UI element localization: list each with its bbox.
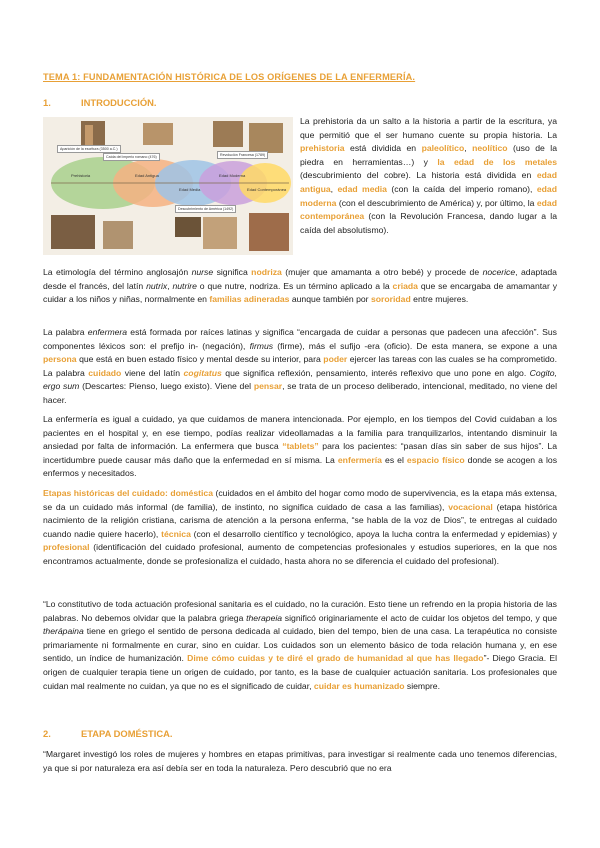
paragraph-enfermeria-cuidado: La enfermería es igual a cuidado, ya que cuidamos de manera intencionada. Por ejemplo, en los tiempos del Covid cuidaban a los pacientes en el hospital y, en ese tiempo, podías realizar videollamadas a la familia para tranquilizarlos, intentando disminuir la ansiedad por falta de información. La enfermera que busca “tablets” para los pacientes: “pasan días sin saber de sus hijos”. La incertidumbre puede causar más daño que la enfermedad en sí misma. La enfermería es el espacio físico donde se acogen a los enfermos y necesitados. bbox=[43, 414, 558, 479]
era-label: Edad Antigua bbox=[135, 173, 159, 178]
section-heading-etapa-domestica bbox=[43, 728, 173, 739]
timeline-box: Caída del imperio romano (476) bbox=[103, 153, 160, 161]
era-label: Edad Contemporánea bbox=[247, 187, 287, 192]
section-heading-introduccion bbox=[43, 97, 157, 108]
section-number: 1. bbox=[43, 97, 51, 108]
paragraph-etapas-historicas: Etapas históricas del cuidado: doméstica (cuidados en el ámbito del hogar como modo de supervivencia, es la etapa más extensa, se da un cuidado más informal (de familia), de instinto, no significa cuidado de casa a las familias), vocacional (etapa histórica nacimiento de la religión cristiana, carisma de atención a la persona enferma, “se habla de la voz de Dios”, te entregas al cuidado cuando nadie quiere hacerlo), técnica (con el desarrollo científico y tecnológico, apoya la lucha contra la enfermedad y epidemias) y profesional (identificación del cuidado profesional, aumento de competencias profesionales y estudios superiores, en la que nos encontramos actualmente, donde se profesionaliza el cuidado, hasta ahora no se diferencia el cuidado del profesional). bbox=[43, 488, 557, 566]
timeline-box: Descubrimiento de América (1492) bbox=[175, 205, 236, 213]
era-label: Prehistoria bbox=[71, 173, 91, 178]
document-title: TEMA 1: FUNDAMENTACIÓN HISTÓRICA DE LOS ORÍGENES DE LA ENFERMERÍA. bbox=[43, 72, 416, 82]
paragraph-prehistoria: La prehistoria da un salto a la historia a partir de la escritura, ya que permitió que el ser humano cuente su propia historia. La prehistoria está dividida en paleolítico, neolítico (uso de la piedra en herramientas…) y la edad de los metales (descubrimiento del cobre). La historia está dividida en edad antigua, edad media (con la caída del imperio romano), edad moderna (con el descubrimiento de América) y, por último, la edad contemporánea (con la Revolución Francesa, dando lugar a la caída del absolutismo). bbox=[300, 116, 558, 235]
timeline-box: Aparición de la escritura (3500 a.C.) bbox=[57, 145, 121, 153]
paragraph-diego-gracia-quote: “Lo constitutivo de toda actuación profesional sanitaria es el cuidado, no la curación. Esto tiene un refrendo en la propia historia de las palabras. No debemos olvidar que la palabra griega therapeia significó originariamente el acto de cuidar los objetos del tempo, y que therápaina tiene en griego el sentido de persona dedicada al cuidado, bien del tempo, bien de una casa. La terapéutica no consiste primariamente ni formalmente en curar, sino en cuidar. Los cuidados son un elemento básico de toda relación humana y, en ese sentido, un índice de humanización. Dime cómo cuidas y te diré el grado de humanidad al que has llegado”- Diego Gracia. El origen de cualquier terapia tiene un origen de cuidado, por tanto, es la base de cualquier actuación sanitaria. Los profesionales que cuidan mal realmente no cuidan, ya que no es el significado de cuidar, cuidar es humanizado siempre. bbox=[43, 599, 557, 691]
section-label: ETAPA DOMÉSTICA. bbox=[81, 728, 173, 739]
timeline-illustration bbox=[43, 117, 293, 255]
history-timeline-figure bbox=[43, 117, 293, 255]
section-number: 2. bbox=[43, 728, 51, 739]
paragraph-nurse-etymology: La etimología del término anglosajón nurse significa nodriza (mujer que amamanta a otro bebé) y procede de nocerice, adaptada desde el francés, del latín nutrix, nutrire o que nutre, nodriza. Es un término aplicado a la criada que se encargaba de amamantar y cuidar a los niños y niñas, normalmente en familias adineradas aunque también por sororidad entre mujeres. bbox=[43, 267, 558, 305]
timeline-box: Revolución Francesa (1789) bbox=[217, 151, 268, 159]
section-label: INTRODUCCIÓN. bbox=[81, 97, 157, 108]
paragraph-margaret: “Margaret investigó los roles de mujeres y hombres en etapas primitivas, para investigar si realmente cada uno tenemos diferencias, ya que si por naturaleza era así debía ser en toda la naturaleza. Pero descubrió que no era bbox=[43, 749, 557, 773]
era-label: Edad Moderna bbox=[219, 173, 246, 178]
era-label: Edad Media bbox=[179, 187, 201, 192]
paragraph-enfermera-etymology: La palabra enfermera está formada por raíces latinas y significa “encargada de cuidar a personas que padecen una afección”. Sus componentes léxicos son: el prefijo in- (negación), firmus (firme), más el sufijo -era (oficio). De esta manera, se expone a una persona que está en buen estado físico y mental desde su interior, para poder ejercer las tareas con las cuales se ha comprometido. La palabra cuidado viene del latín cogitatus que significa reflexión, pensamiento, interés reflexivo que uno pone en algo. Cogito, ergo sum (Descartes: Pienso, luego existo). Viene del pensar, se trata de un proceso deliberado, intencional, meditado, no viene del hacer. bbox=[43, 327, 558, 405]
